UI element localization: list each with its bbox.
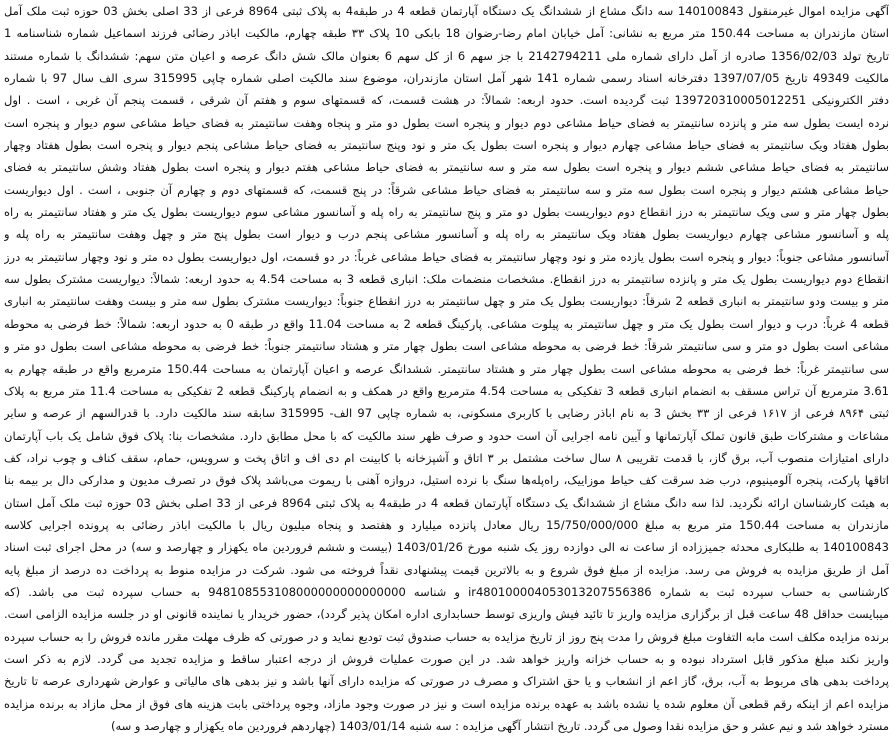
notice-text-line: واریز نکند مبلغ مذکور قابل استرداد نبوده و به حساب خزانه واریز خواهد شد. در این صورت عملیات فروش از درجه اعتبار ساقط و مزایده تجدید می گردد. لازم به ذکر است [4,651,889,666]
notice-text-line: قطعه 4 غرباً: درب و دیوار است بطول یک متر و چهل سانتیمتر به پیلوت مشاعی. پارکینگ قطعه 2 به مساحت 11.04 واقع در طبقه 0 به حدود اربعه: شمالاً: خط فرضی به محوطه [4,316,889,331]
notice-text-line: متر و بیست ودو سانتیمتر به انباری قطعه 2 شرقاً: دیواریست بطول یک متر و چهل سانتیمتر به درز انقطاع جنوباً: دیواریست مشترک بطول سه متر و بیست وهفت سانتیمتر به انباری [4,294,889,309]
notice-text-line: استان مازندران به مساحت 150.44 متر مربع به نشانی: آمل خیابان امام رضا-رضوان 18 بابکی 10 پلاک ۳۳ طبقه چهارم، مالکیت اباذر رضائی فرزند اسماعیل شماره شناسنامه 1 [4,26,889,41]
notice-text-line: آسانسور مشاعی جنوباً: دیوار و پنجره است بطول یازده متر و نود وچهار سانتیمتر به فضای حیاط مشاعی غرباً: در دو قسمت، اول دیواریست بطول ده متر و نود وچهار سانتیمتر به درز [4,249,889,264]
notice-text-line: دفتر الکترونیکی 139720310005012251 ثبت گردیده است. حدود اربعه: شمالاً: در هشت قسمت، که قسمتهای سوم و هفتم آن شرقی ، قسمت پنجم آن غربی ، است . اول [4,93,889,108]
notice-text-line: پرداخت بدهی های مربوط به آب، برق، گاز اعم از انشعاب و یا حق اشتراک و مصرف در صورتی که مزایده دارای آنها باشد و نیز بدهی های مالیاتی و عوارض شهرداری عرصه تا تاریخ [4,674,889,689]
notice-text-line: سانتیمتر به فضای حیاط مشاعی ششم دیوار و پنجره است بطول سه متر و سه سانتیمتر به فضای حیاط مشاعی هفتم دیوار و پنجره است بطول هفتاد وشش سانتیمتر به فضای [4,160,889,175]
notice-text-line: انقطاع دوم دیواریست بطول یک متر و پانزده سانتیمتر به درز انقطاع. مشخصات منضمات ملک: انباری قطعه 3 به مساحت 4.54 به حدود اربعه: شمالاً: دیواریست مشترک بطول سه [4,272,889,287]
notice-text-line: مشاعات و مشترکات طبق قانون تملک آپارتمانها و آیین نامه اجرایی آن است حدود و صرف ظهر سند مالکیت که با محل مطابق دارد. مشخصات بنا: پلاک فوق شامل یک باب آپارتمان [4,428,889,443]
notice-text-line: تاریخ تولد 1356/02/03 صادره از آمل دارای شماره ملی 2142794211 با جز سهم 6 از کل سهم 6 بعنوان مالک شش دانگ عرصه و اعیان متن سهم: ششدانگ با شماره مستند [4,48,889,63]
notice-text-line: سی سانتیمتر غرباً: خط فرضی به محوطه مشاعی است بطول چهار متر و هشتاد سانتیمتر. ششدانگ عرصه و اعیان آپارتمان به مساحت 150.44 مترمربع واقع در طبقه چهارم به [4,361,889,376]
notice-text-line: مازندران به مساحت 150.44 متر مربع به مبلغ 15/750/000/000 ریال معادل پانزده میلیارد و هفتصد و پنجاه میلیون ریال با مالکیت اباذر رضائی به پرونده اجرایی کلاسه [4,517,889,532]
notice-text-line: آمل از طریق مزایده به فروش می رسد. مزایده از مبلغ فوق شروع و به بالاترین قیمت پیشنهادی نقداً فروخته می شود. شرکت در مزایده منوط به پرداخت ده درصد از مبلغ پایه [4,562,889,577]
notice-text-line: بطول هفتاد ویک سانتیمتر به فضای حیاط مشاعی چهارم دیوار و پنجره است بطول یک متر و نود وپنج سانتیمتر به فضای حیاط مشاعی پنجم دیوار و پنجره است بطول هفتاد وچهار [4,138,889,153]
notice-text-line: برنده مزایده مکلف است مابه التفاوت مبلغ فروش را مدت پنج روز از تاریخ مزایده به حساب صندوق ثبت تودیع نماید و در صورتی که ظرف مهلت مقرر مانده فروش را به حساب سپرده [4,629,889,644]
notice-text-line: مزایده اعم از اینکه رقم قطعی آن معلوم شده یا نشده باشد به عهده برنده مزایده است و نیز در صورت وجود مازاد، وجوه پرداختی بابت هزینه های فوق از محل مازاد به برنده مزایده [4,696,889,711]
notice-text-line: کارشناسی به حساب سپرده ثبت به شماره ir480100004053013207556386 و شناسه 948108553108000000000000000 به حساب سپرده ثبت می باشد. (که [4,584,889,599]
notice-text-line: 3.61 مترمربع آن تراس مسقف به انضمام انباری قطعه 3 تفکیکی به مساحت 4.54 مترمربع واقع در همکف و به انضمام پارکینگ قطعه 2 تفکیکی به مساحت 11.4 متر مربع به پلاک [4,383,889,398]
notice-text-line: 140100843 به طلبکاری محدثه جمیززاده از ساعت نه الی دوازده روز یک شنبه مورخ 1403/01/26 (بیست و ششم فروردین ماه یکهزار و چهارصد و سه) در محل اجرای ثبت اسناد [4,540,889,555]
notice-text-line: بطول چهار متر و سی ویک سانتیمتر به درز انقطاع دوم دیواریست بطول دو متر و پنج سانتیمتر به راه پله و آسانسور مشاعی سوم دیواریست بطول یک متر و هفتاد سانتیمتر به راه [4,205,889,220]
notice-text-line: به هیئت کارشناسان ارائه نگردید. لذا سه دانگ مشاع از ششدانگ یک دستگاه آپارتمان قطعه 4 در طبقه4 به پلاک ثبتی 8964 فرعی از 33 اصلی بخش 03 حوزه ثبت ملک آمل استان [4,495,889,510]
notice-text-line: دارای امتیازات منصوب آب، برق گاز، با قدمت تقریبی ۸ سال ساخت مشتمل بر ۳ اتاق و آشپزخانه با کابینت ام دی اف و اتاق پخت و سرویس، حمام، سقف کناف و چوب نراد، کف [4,450,889,465]
notice-text-line: مسترد خواهد شد و نیم عشر و حق مزایده نقدا وصول می گردد. تاریخ انتشار آگهی مزایده : سه شنبه 1403/01/14 (چهاردهم فروردین ماه یکهزار و چهارصد و سه) [110,719,889,733]
notice-text-line: مالکیت 49349 تاریخ 1397/07/05 دفترخانه اسناد رسمی شماره 141 شهر آمل استان مازندران، موضوع سند مالکیت اصلی شماره چاپی 315995 سری الف سال 97 با شماره [4,71,889,86]
notice-text-line: میبایست حداقل 48 ساعت قبل از برگزاری مزایده واریز تا تائید فیش واریزی توسط حسابداری اداره امکان پذیر گردد)، حضور خریدار یا نماینده قانونی او در جلسه مزایده الزامی است. [4,607,889,622]
notice-text-line: حیاط مشاعی هشتم دیوار و پنجره است بطول سه متر و سه سانتیمتر به فضای حیاط مشاعی شرقاً: در پنج قسمت، که قسمتهای دوم و چهارم آن جنوبی ، است . اول دیواریست [4,182,889,197]
notice-text-line: آگهی مزایده اموال غیرمنقول 140100843 سه دانگ مشاع از ششدانگ یک دستگاه آپارتمان قطعه 4 در طبقه4 به پلاک ثبتی 8964 فرعی از 33 اصلی بخش 03 حوزه ثبت ملک آمل [4,4,889,18]
notice-text-line: پله و آسانسور مشاعی چهارم دیواریست بطول هفتاد ویک سانتیمتر به راه پله و آسانسور مشاعی پنجم درب و دیوار است بطول پنج متر و چهل وهفت سانتیمتر به راه پله و [4,227,889,242]
notice-text-line: ثبتی ۸۹۶۴ فرعی از ۱۶۱۷ فرعی از ۳۳ بخش 3 به نام اباذر رضایی با کاربری مسکونی، به شماره چاپی 97 الف- 315995 سابقه سند مالکیت دارد. با قدرالسهم از عرصه و سایر [4,406,889,421]
notice-text-line: مشاعی است بطول دو متر و سی سانتیمتر شرقاً: خط فرضی به محوطه مشاعی است بطول چهار متر و هشتاد سانتیمتر جنوباً: خط فرضی به محوطه مشاعی است بطول دو متر و [4,339,889,354]
notice-text-line: اتاقها پارکت، پنجره آلومینیوم، درب ضد سرقت کف حیاط موزاییک، راه‌پله‌ها سنگ با نرده استیل، دروازه آهنی با ریموت می‌باشد پلاک فوق در تصرف مدیون و مدارکی دال بر بیمه بنا [4,473,889,488]
notice-text-line: نرده ایست بطول سه متر و پانزده سانتیمتر به فضای حیاط مشاعی دوم دیوار و پنجره است بطول دو متر و پنجاه وهفت سانتیمتر به فضای حیاط مشاعی سوم دیوار و پنجره است [4,115,889,130]
